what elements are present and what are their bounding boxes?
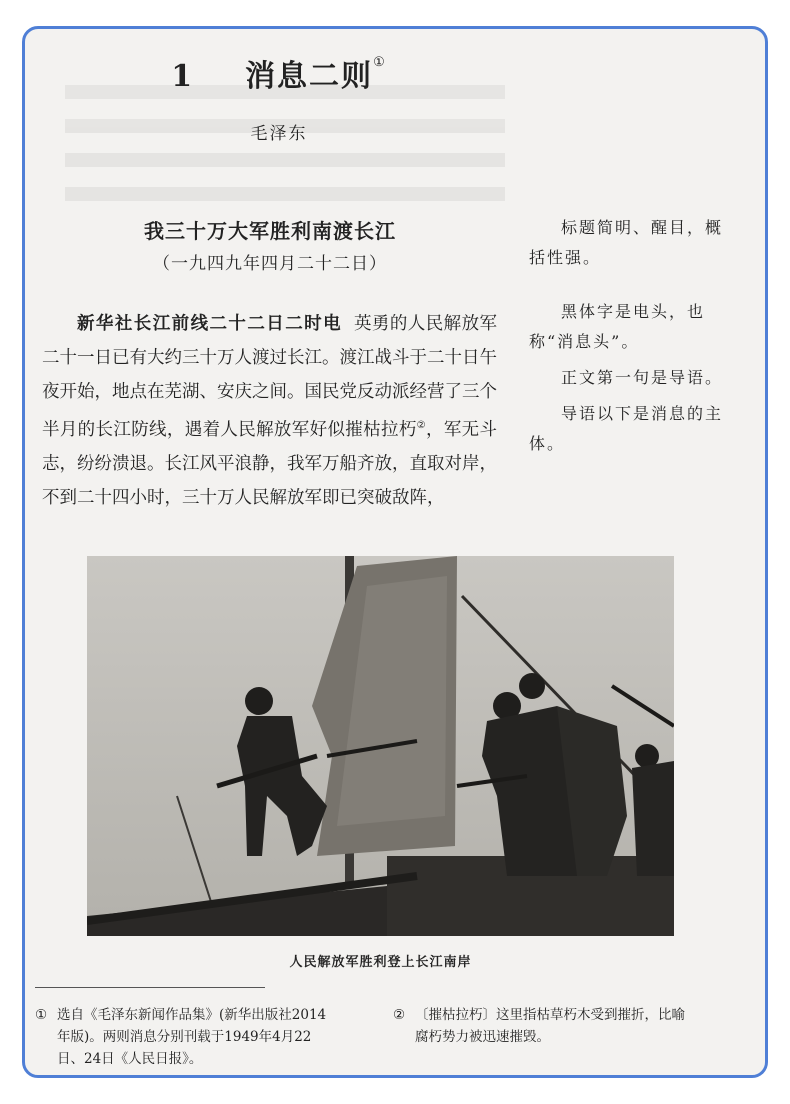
footnote-number: ②	[393, 1007, 406, 1023]
soldiers-landing-photo	[87, 556, 674, 936]
footnote-1	[35, 1004, 370, 1070]
margin-note: 导语以下是消息的主体。	[529, 404, 724, 453]
footnote-text: 年版)。两则消息分别刊载于1949年4月22	[57, 1029, 312, 1045]
margin-note: 黑体字是电头，也称“消息头”。	[529, 302, 706, 351]
margin-notes	[529, 213, 737, 465]
footnote-text: 腐朽势力被迅速摧毁。	[415, 1029, 550, 1045]
footnote-text: 选自《毛泽东新闻作品集》(新华出版社2014	[57, 1007, 327, 1023]
author: 毛泽东	[250, 124, 308, 144]
article-date: （一九四九年四月二十二日）	[153, 254, 387, 274]
article-headline: 我三十万大军胜利南渡长江	[144, 219, 396, 243]
footnote-mark-1[interactable]: ①	[373, 55, 387, 70]
margin-note: 正文第一句是导语。	[561, 368, 724, 387]
body-text-2: ，军无斗志，纷纷溃退。长江风平浪静，我军万船齐放，直取对岸，不到二十四小时，三十万人民解放军即已突破敌阵，	[42, 419, 498, 508]
lesson-title	[25, 51, 533, 95]
footnote-text: 日、24日《人民日报》。	[57, 1051, 203, 1067]
photo-caption: 人民解放军胜利登上长江南岸	[289, 955, 472, 970]
article-body	[42, 307, 497, 515]
textbook-page	[22, 26, 768, 1078]
body-text-1: 英勇的人民解放军二十一日已有大约三十万人渡过长江。渡江战斗于二十日午夜开始，地点在芜湖、安庆之间。国民党反动派经营了三个半月的长江防线，遇着人民解放军好似摧枯拉朽	[42, 314, 498, 440]
footnote-divider	[35, 987, 265, 988]
dateline: 新华社长江前线二十二日二时电	[77, 314, 343, 334]
footnote-mark-2[interactable]: ②	[416, 420, 426, 431]
lesson-title-text: 消息二则	[245, 59, 374, 94]
footnote-2	[393, 1004, 743, 1048]
margin-note: 标题简明、醒目，概括性强。	[529, 218, 724, 267]
lesson-number: 1	[171, 59, 195, 94]
historical-photo	[87, 556, 674, 936]
footnote-number: ①	[35, 1007, 48, 1023]
footnote-text: 〔摧枯拉朽〕这里指枯草朽木受到摧折，比喻	[415, 1007, 685, 1023]
